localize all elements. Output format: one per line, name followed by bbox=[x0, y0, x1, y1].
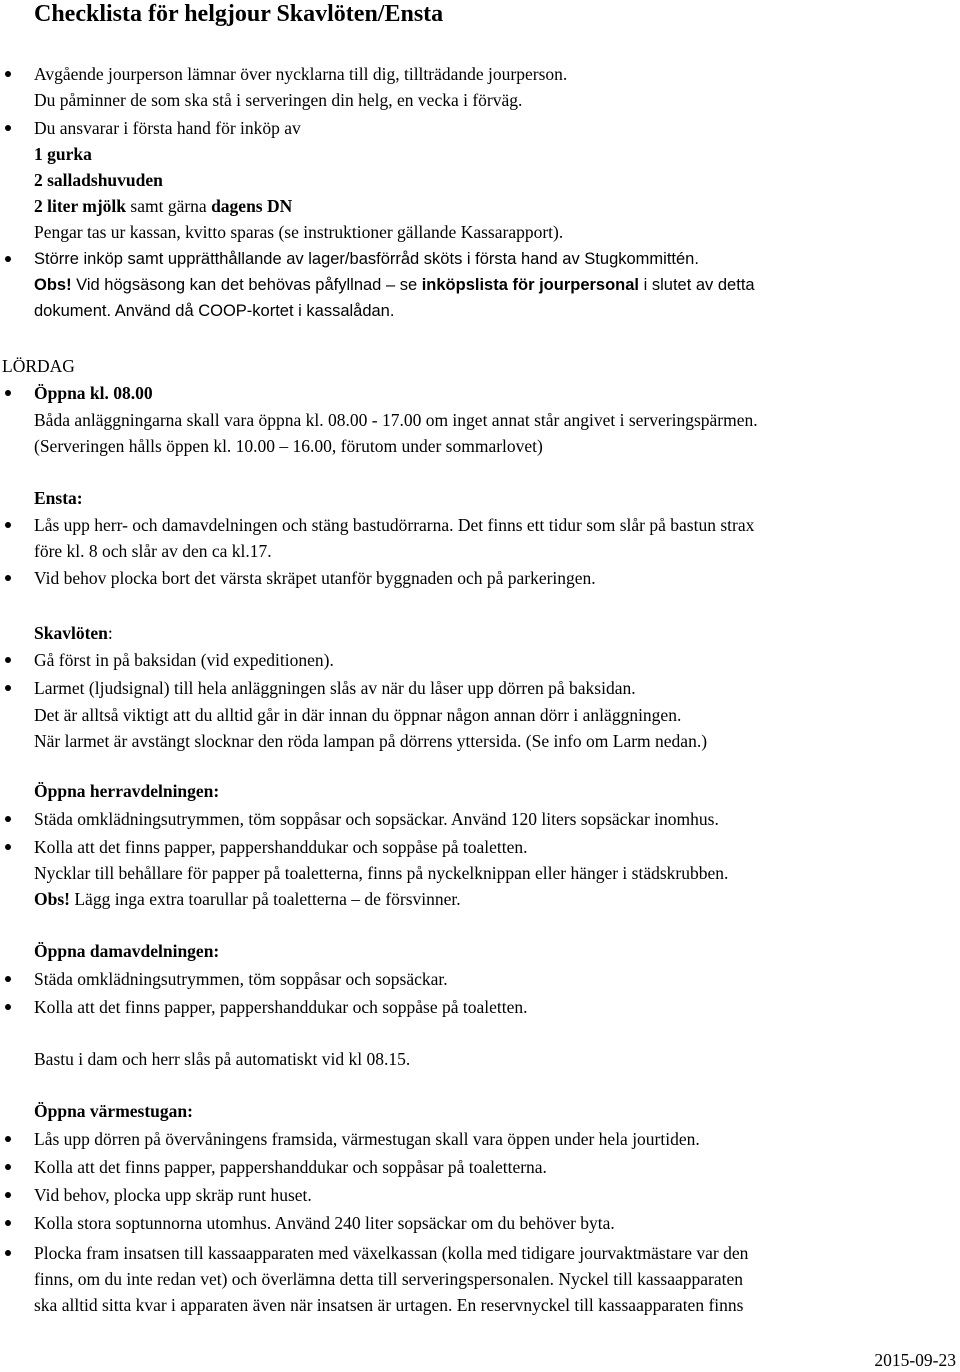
intro-line-2: Du påminner de som ska stå i serveringen din helg, en vecka i förväg. bbox=[34, 90, 523, 110]
document-date: 2015-09-23 bbox=[874, 1350, 956, 1370]
lordag-line-1: Båda anläggningarna skall vara öppna kl. 08.00 - 17.00 om inget annat står angivet i serveringspärmen. bbox=[34, 410, 758, 430]
skavloten-heading bbox=[34, 620, 113, 646]
varme-line-1: Lås upp dörren på övervåningens framsida, värmestugan skall vara öppen under hela jourtiden. bbox=[34, 1126, 700, 1152]
lordag-open-time: Öppna kl. 08.00 bbox=[34, 380, 153, 406]
varme-line-5: Plocka fram insatsen till kassaapparaten med växelkassan (kolla med tidigare jourvaktmästare var den bbox=[34, 1240, 748, 1266]
varme-line-3: Vid behov, plocka upp skräp runt huset. bbox=[34, 1182, 312, 1208]
intro-line-5: 2 salladshuvuden bbox=[34, 170, 163, 190]
herr-line-2: Kolla att det finns papper, pappershanddukar och soppåse på toaletten. bbox=[34, 834, 528, 860]
skavloten-line-4: När larmet är avstängt slocknar den röda lampan på dörrens yttersida. (Se info om Larm nedan.) bbox=[34, 731, 708, 751]
intro-line-4: 1 gurka bbox=[34, 144, 92, 164]
varme-heading: Öppna värmestugan: bbox=[34, 1101, 193, 1121]
dam-heading: Öppna damavdelningen: bbox=[34, 941, 220, 961]
milk-item: 2 liter mjölk bbox=[34, 196, 127, 216]
lordag-line-2: (Serveringen hålls öppen kl. 10.00 – 16.00, förutom under sommarlovet) bbox=[34, 436, 543, 456]
intro-line-10: dokument. Använd då COOP-kortet i kassalådan. bbox=[34, 302, 395, 320]
herr-line-4-text: Lägg inga extra toarullar på toaletterna – de försvinner. bbox=[69, 889, 461, 909]
intro-line-3: Du ansvarar i första hand för inköp av bbox=[34, 115, 301, 141]
ensta-line-1: Lås upp herr- och damavdelningen och stäng bastudörrarna. Det finns ett tidur som slår på bastun strax bbox=[34, 512, 754, 538]
purchase-list-ref: inköpslista för jourpersonal bbox=[421, 276, 640, 294]
obs-label: Obs! bbox=[34, 889, 70, 909]
intro-line-9 bbox=[34, 272, 755, 298]
ensta-heading: Ensta: bbox=[34, 488, 83, 508]
intro-line-6-mid: samt gärna bbox=[126, 196, 212, 216]
skavloten-title: Skavlöten bbox=[34, 623, 108, 643]
herr-line-4 bbox=[34, 886, 461, 912]
ensta-line-3: Vid behov plocka bort det värsta skräpet utanför byggnaden och på parkeringen. bbox=[34, 565, 596, 591]
varme-line-2: Kolla att det finns papper, pappershanddukar och soppåsar på toaletterna. bbox=[34, 1154, 547, 1180]
intro-line-7: Pengar tas ur kassan, kvitto sparas (se instruktioner gällande Kassarapport). bbox=[34, 222, 564, 242]
skavloten-line-3: Det är alltså viktigt att du alltid går in där innan du öppnar någon annan dörr i anläggningen. bbox=[34, 705, 682, 725]
lordag-heading: LÖRDAG bbox=[2, 356, 75, 376]
skavloten-colon: : bbox=[107, 623, 113, 643]
ensta-line-2: före kl. 8 och slår av den ca kl.17. bbox=[34, 541, 272, 561]
dam-line-2: Kolla att det finns papper, pappershanddukar och soppåse på toaletten. bbox=[34, 994, 528, 1020]
intro-line-6 bbox=[34, 193, 292, 219]
intro-line-1: Avgående jourperson lämnar över nycklarna till dig, tillträdande jourperson. bbox=[34, 61, 567, 87]
intro-line-9-end: i slutet av detta bbox=[639, 276, 755, 294]
herr-line-3: Nycklar till behållare för papper på toaletterna, finns på nyckelknippan eller hänger i städskrubben. bbox=[34, 863, 729, 883]
bastu-note: Bastu i dam och herr slås på automatiskt vid kl 08.15. bbox=[34, 1049, 411, 1069]
varme-line-4: Kolla stora soptunnorna utomhus. Använd 240 liter sopsäckar om du behöver byta. bbox=[34, 1210, 615, 1236]
varme-line-6: finns, om du inte redan vet) och överlämna detta till serveringspersonalen. Nyckel till kassaapparaten bbox=[34, 1269, 743, 1289]
skavloten-line-1: Gå först in på baksidan (vid expeditionen). bbox=[34, 647, 334, 673]
skavloten-line-2: Larmet (ljudsignal) till hela anläggningen slås av när du låser upp dörren på baksidan. bbox=[34, 675, 636, 701]
intro-line-8: Större inköp samt upprätthållande av lager/basförråd sköts i första hand av Stugkommittén. bbox=[34, 246, 699, 272]
dam-line-1: Städa omklädningsutrymmen, töm soppåsar och sopsäckar. bbox=[34, 966, 448, 992]
varme-line-7: ska alltid sitta kvar i apparaten även när insatsen är urtagen. En reservnyckel till kassaapparaten finns bbox=[34, 1295, 744, 1315]
obs-label: Obs! bbox=[34, 276, 72, 294]
herr-heading: Öppna herravdelningen: bbox=[34, 781, 220, 801]
intro-line-9-text: Vid högsäsong kan det behövas påfyllnad – se bbox=[71, 276, 422, 294]
page-title: Checklista för helgjour Skavlöten/Ensta bbox=[34, 1, 444, 27]
newspaper-item: dagens DN bbox=[211, 196, 293, 216]
herr-line-1: Städa omklädningsutrymmen, töm soppåsar och sopsäckar. Använd 120 liters sopsäckar inomhus. bbox=[34, 806, 719, 832]
